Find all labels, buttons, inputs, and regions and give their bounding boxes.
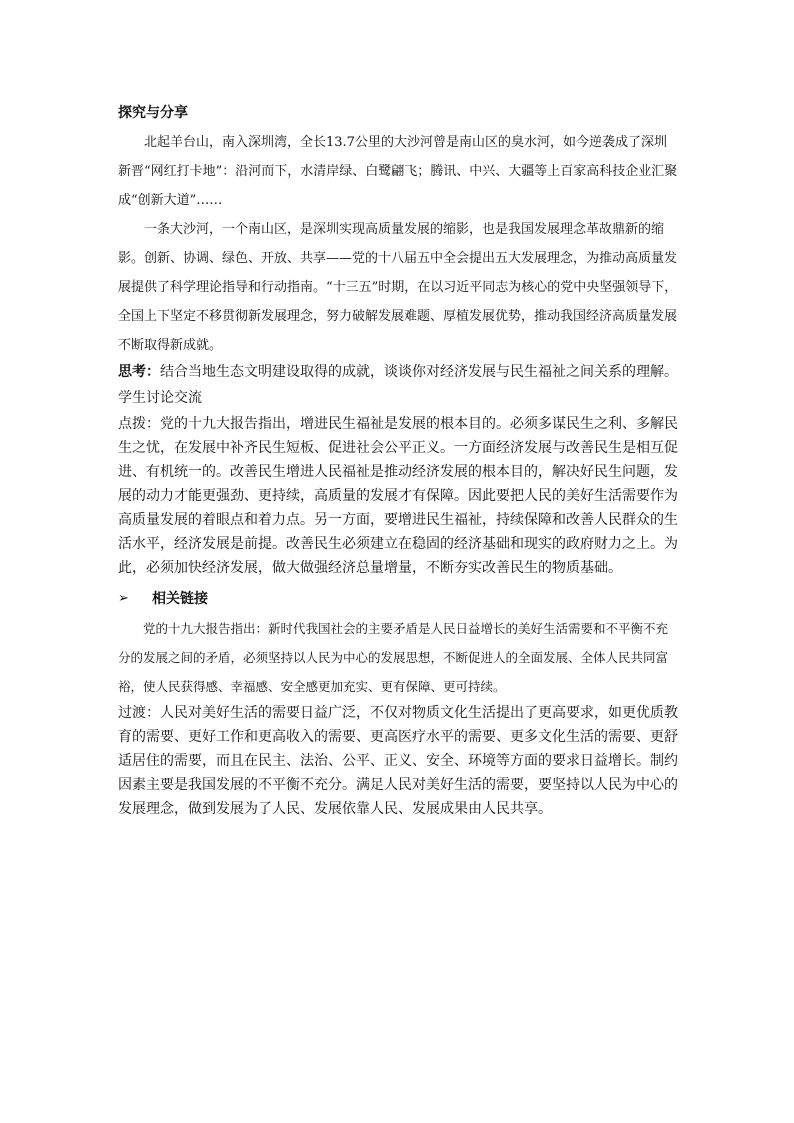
arrow-bullet-icon: ➢ xyxy=(118,591,129,606)
explore-heading: 探究与分享 xyxy=(118,105,188,121)
guide-label: 点拨： xyxy=(118,416,160,432)
guide-paragraph xyxy=(118,412,678,580)
document-page xyxy=(118,96,678,821)
think-paragraph xyxy=(118,360,678,384)
discussion-line: 学生讨论交流 xyxy=(118,390,202,406)
transition-text: 人民对美好生活的需要日益广泛，不仅对物质文化生活提出了更高要求，如更优质教育的需要、更好工作和更高收入的需要、更高医疗水平的需要、更多文化生活的需要、更舒适居住的需要，而且在民主、法治、公平、正义、安全、环境等方面的要求日益增长。制约因素主要是我国发展的不平衡不充分。满足人民对美好生活的需要，要坚持以人民为中心的发展理念，做到发展为了人民、发展依靠人民、发展成果由人民共享。 xyxy=(118,705,678,817)
link-paragraph: 党的十九大报告指出：新时代我国社会的主要矛盾是人民日益增长的美好生活需要和不平衡不充分的发展之间的矛盾，必须坚持以人民为中心的发展思想，不断促进人的全面发展、全体人民共同富裕，使人民获得感、幸福感、安全感更加充实、更有保障、更可持续。 xyxy=(118,621,669,694)
guide-text: 党的十九大报告指出，增进民生福祉是发展的根本目的。必须多谋民生之利、多解民生之忧，在发展中补齐民生短板、促进社会公平正义。一方面经济发展与改善民生是相互促进、有机统一的。改善民生增进人民福祉是推动经济发展的根本目的，解决好民生问题，发展的动力才能更强劲、更持续，高质量的发展才有保障。因此要把人民的美好生活需要作为高质量发展的着眼点和着力点。另一方面，要增进民生福祉，持续保障和改善人民群众的生活水平，经济发展是前提。改善民生必须建立在稳固的经济基础和现实的政府财力之上。为此，必须加快经济发展，做大做强经济总量增量，不断夯实改善民生的物质基础。 xyxy=(118,416,678,576)
explore-paragraph-2: 一条大沙河，一个南山区，是深圳实现高质量发展的缩影，也是我国发展理念革故鼎新的缩影。创新、协调、绿色、开放、共享——党的十八届五中全会提出五大发展理念，为推动高质量发展提供了科学理论指导和行动指南。“十三五”时期，在以习近平同志为核心的党中央坚强领导下，全国上下坚定不移贯彻新发展理念，努力破解发展难题、厚植发展优势，推动我国经济高质量发展不断取得新成就。 xyxy=(118,222,678,353)
think-text: 结合当地生态文明建设取得的成就，谈谈你对经济发展与民生福祉之间关系的理解。 xyxy=(160,364,678,380)
think-label: 思考： xyxy=(118,364,160,380)
explore-paragraph-1: 北起羊台山，南入深圳湾，全长13.7公里的大沙河曾是南山区的臭水河，如今逆袭成了深圳新晋“网红打卡地”：沿河而下，水清岸绿、白鹭翩飞；腾讯、中兴、大疆等上百家高科技企业汇聚成“创新大道”…… xyxy=(118,135,678,208)
transition-paragraph xyxy=(118,701,678,821)
transition-label: 过渡： xyxy=(118,705,160,721)
link-heading: 相关链接 xyxy=(152,591,208,607)
link-heading-row xyxy=(118,588,678,610)
